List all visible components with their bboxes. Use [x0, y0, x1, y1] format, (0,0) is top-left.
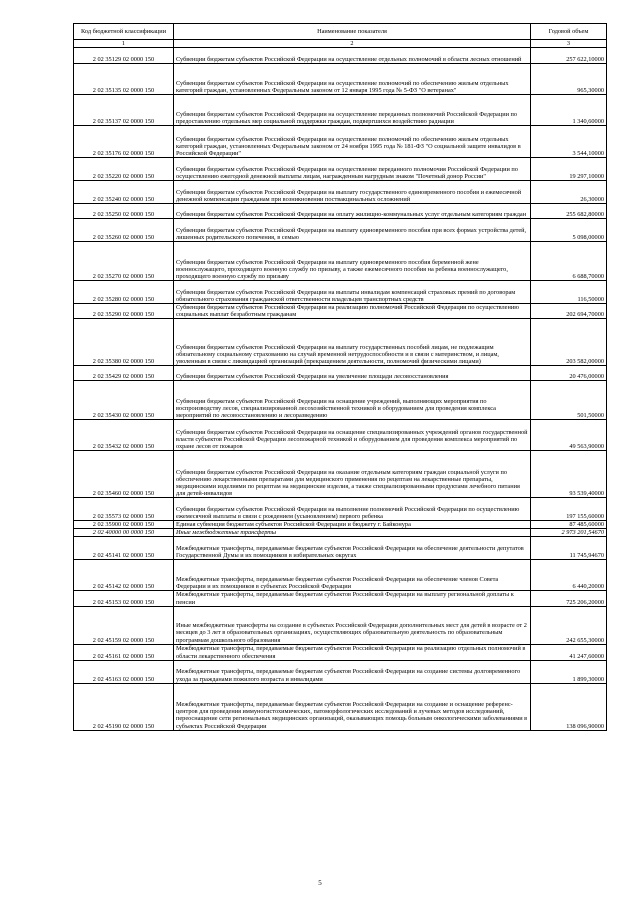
- row-value: 87 485,60000: [531, 521, 607, 529]
- header-value: Годовой объем: [531, 24, 607, 40]
- page-number: 5: [318, 879, 322, 887]
- row-value: 725 206,20000: [531, 591, 607, 606]
- table-row: [74, 181, 607, 204]
- row-code: 2 02 35280 02 0000 150: [74, 281, 174, 304]
- row-code: 2 02 35176 02 0000 150: [74, 126, 174, 158]
- row-name: Межбюджетные трансферты, передаваемые бюджетам субъектов Российской Федерации на создание системы долговременного ухода за гражданами пожилого возраста и инвалидами: [174, 660, 531, 683]
- row-value: 138 096,90000: [531, 683, 607, 730]
- row-code: 2 02 35460 02 0000 150: [74, 451, 174, 498]
- table-row: [74, 451, 607, 498]
- row-name: Единая субвенция бюджетам субъектов Российской Федерации и бюджету г. Байконура: [174, 521, 531, 529]
- row-code: 2 02 45163 02 0000 150: [74, 660, 174, 683]
- row-value: 202 694,70000: [531, 304, 607, 319]
- row-code: 2 02 35270 02 0000 150: [74, 242, 174, 281]
- row-value: 197 155,60000: [531, 498, 607, 521]
- row-value: 203 582,00000: [531, 319, 607, 366]
- row-value: 93 539,40000: [531, 451, 607, 498]
- row-value: 6 440,20000: [531, 560, 607, 591]
- table-row: [74, 281, 607, 304]
- row-value: 19 297,10000: [531, 158, 607, 181]
- row-value: 5 098,00000: [531, 219, 607, 242]
- row-name: Субвенции бюджетам субъектов Российской Федерации на увеличение площади лесовосстановления: [174, 366, 531, 381]
- table-row: [74, 158, 607, 181]
- column-number-1: 1: [74, 40, 174, 48]
- row-value: 2 973 201,54670: [531, 529, 607, 537]
- row-name: Субвенции бюджетам субъектов Российской Федерации на осуществление переданного полномочия Российской Федерации по осуществлению ежегодной денежной выплаты лицам, награжденным нагрудным знаком "Почетный донор России": [174, 158, 531, 181]
- table-row: [74, 683, 607, 730]
- table-row: [74, 219, 607, 242]
- row-value: 41 247,60000: [531, 644, 607, 660]
- row-code: 2 02 35429 02 0000 150: [74, 366, 174, 381]
- table-row: [74, 95, 607, 126]
- header-code: Код бюджетной классификации: [74, 24, 174, 40]
- row-name: Субвенции бюджетам субъектов Российской Федерации на оплату жилищно-коммунальных услуг отдельным категориям граждан: [174, 204, 531, 219]
- row-code: 2 02 45153 02 0000 150: [74, 591, 174, 606]
- row-name: Субвенции бюджетам субъектов Российской Федерации на осуществление полномочий по обеспечению жильем отдельных категорий граждан, установленных Федеральным законом от 24 ноября 1995 года № 181-ФЗ "О социальной защите инвалидов в Российской Федерации": [174, 126, 531, 158]
- row-value: 20 476,00000: [531, 366, 607, 381]
- table-row: [74, 498, 607, 521]
- row-name: Субвенции бюджетам субъектов Российской Федерации на осуществление полномочий по обеспечению жильем отдельных категорий граждан, установленных Федеральным законом от 12 января 1995 года № 5-ФЗ "О ветеранах": [174, 64, 531, 95]
- table-row: [74, 381, 607, 420]
- table-row: [74, 204, 607, 219]
- table-row: [74, 48, 607, 64]
- row-code: 2 02 35900 02 0000 150: [74, 521, 174, 529]
- table-row: [74, 606, 607, 644]
- row-code: 2 02 35220 02 0000 150: [74, 158, 174, 181]
- row-code: 2 02 35135 02 0000 150: [74, 64, 174, 95]
- row-value: 1 899,30000: [531, 660, 607, 683]
- row-value: 26,30000: [531, 181, 607, 204]
- row-value: 501,50000: [531, 381, 607, 420]
- row-code: 2 02 45141 02 0000 150: [74, 537, 174, 560]
- row-code: 2 02 45190 02 0000 150: [74, 683, 174, 730]
- row-name: Межбюджетные трансферты, передаваемые бюджетам субъектов Российской Федерации на создание и оснащение референс-центров для проведения иммуногистохимических, патоморфологических исследований и лучевых методов исследований, переоснащение сети региональных медицинских организаций, оказывающих помощь больным онкологическими заболеваниями в субъектах Российской Федерации: [174, 683, 531, 730]
- row-name: Межбюджетные трансферты, передаваемые бюджетам субъектов Российской Федерации на обеспечение членов Совета Федерации и их помощников в субъектах Российской Федерации: [174, 560, 531, 591]
- row-value: 255 682,80000: [531, 204, 607, 219]
- table-row: [74, 644, 607, 660]
- row-name: Субвенции бюджетам субъектов Российской Федерации на оснащение специализированных учреждений органов государственной власти субъектов Российской Федерации лесопожарной техникой и оборудованием для проведения комплекса мероприятий по охране лесов от пожаров: [174, 420, 531, 451]
- row-name: Субвенции бюджетам субъектов Российской Федерации на выплату единовременного пособия беременной жене военнослужащего, проходящего военную службу по призыву, а также ежемесячного пособия на ребенка военнослужащего, проходящего военную службу по призыву: [174, 242, 531, 281]
- row-value: 1 340,60000: [531, 95, 607, 126]
- column-number-row: [74, 40, 607, 48]
- header-name: Наименование показателя: [174, 24, 531, 40]
- row-code: 2 02 35240 02 0000 150: [74, 181, 174, 204]
- row-code: 2 02 35260 02 0000 150: [74, 219, 174, 242]
- table-row: [74, 420, 607, 451]
- row-code: 2 02 35250 02 0000 150: [74, 204, 174, 219]
- row-name: Субвенции бюджетам субъектов Российской Федерации на оказание отдельным категориям граждан социальной услуги по обеспечению лекарственными препаратами для медицинского применения по рецептам на лекарственные препараты, медицинскими изделиями по рецептам на медицинские изделия, а также специализированными продуктами лечебного питания для детей-инвалидов: [174, 451, 531, 498]
- table-body: [74, 48, 607, 731]
- row-value: 116,50000: [531, 281, 607, 304]
- row-code: 2 02 45161 02 0000 150: [74, 644, 174, 660]
- row-code: 2 02 35137 02 0000 150: [74, 95, 174, 126]
- row-name: Субвенции бюджетам субъектов Российской Федерации на оснащение учреждений, выполняющих мероприятия по воспроизводству лесов, специализированной лесохозяйственной техникой и оборудованием для проведения комплекса мероприятий по лесовосстановлению и лесоразведению: [174, 381, 531, 420]
- table-row: [74, 591, 607, 606]
- row-code: 2 02 40000 00 0000 150: [74, 529, 174, 537]
- row-code: 2 02 35430 02 0000 150: [74, 381, 174, 420]
- table-header-row: [74, 24, 607, 40]
- row-name: Субвенции бюджетам субъектов Российской Федерации на осуществление переданных полномочий Российской Федерации по предоставлению отдельных мер социальной поддержки граждан, подвергшихся воздействию радиации: [174, 95, 531, 126]
- table-row: [74, 366, 607, 381]
- row-code: 2 02 35380 02 0000 150: [74, 319, 174, 366]
- table-row: [74, 560, 607, 591]
- row-name: Иные межбюджетные трансферты: [174, 529, 531, 537]
- row-name: Иные межбюджетные трансферты на создание в субъектах Российской Федерации дополнительных мест для детей в возрасте от 2 месяцев до 3 лет в образовательных организациях, осуществляющих образовательную деятельность по образовательным программам дошкольного образования: [174, 606, 531, 644]
- table-row: [74, 537, 607, 560]
- row-value: 242 655,30000: [531, 606, 607, 644]
- row-name: Субвенции бюджетам субъектов Российской Федерации на осуществление отдельных полномочий в области лесных отношений: [174, 48, 531, 64]
- table-row: [74, 521, 607, 529]
- row-value: 257 622,10000: [531, 48, 607, 64]
- row-name: Субвенции бюджетам субъектов Российской Федерации на выполнение полномочий Российской Федерации по осуществлению ежемесячной выплаты в связи с рождением (усыновлением) первого ребенка: [174, 498, 531, 521]
- row-value: 965,30000: [531, 64, 607, 95]
- table-row: [74, 529, 607, 537]
- row-value: 49 563,90000: [531, 420, 607, 451]
- row-value: 11 745,94670: [531, 537, 607, 560]
- row-code: 2 02 35290 02 0000 150: [74, 304, 174, 319]
- row-code: 2 02 35573 02 0000 150: [74, 498, 174, 521]
- row-name: Межбюджетные трансферты, передаваемые бюджетам субъектов Российской Федерации на обеспечение деятельности депутатов Государственной Думы и их помощников в избирательных округах: [174, 537, 531, 560]
- column-number-3: 3: [531, 40, 607, 48]
- row-name: Субвенции бюджетам субъектов Российской Федерации на реализацию полномочий Российской Федерации по осуществлению социальных выплат безработным гражданам: [174, 304, 531, 319]
- row-code: 2 02 45159 02 0000 150: [74, 606, 174, 644]
- row-name: Межбюджетные трансферты, передаваемые бюджетам субъектов Российской Федерации на выплату региональной доплаты к пенсии: [174, 591, 531, 606]
- column-number-2: 2: [174, 40, 531, 48]
- row-value: 6 688,70000: [531, 242, 607, 281]
- row-code: 2 02 35129 02 0000 150: [74, 48, 174, 64]
- row-value: 3 544,10000: [531, 126, 607, 158]
- row-name: Субвенции бюджетам субъектов Российской Федерации на выплату единовременного пособия при всех формах устройства детей, лишенных родительского попечения, в семью: [174, 219, 531, 242]
- row-code: 2 02 35432 02 0000 150: [74, 420, 174, 451]
- table-row: [74, 319, 607, 366]
- row-name: Субвенции бюджетам субъектов Российской Федерации на выплаты инвалидам компенсаций страховых премий по договорам обязательного страхования гражданской ответственности владельцев транспортных средств: [174, 281, 531, 304]
- row-name: Межбюджетные трансферты, передаваемые бюджетам субъектов Российской Федерации на реализацию отдельных полномочий в области лекарственного обеспечения: [174, 644, 531, 660]
- row-code: 2 02 45142 02 0000 150: [74, 560, 174, 591]
- table-row: [74, 242, 607, 281]
- row-name: Субвенции бюджетам субъектов Российской Федерации на выплату государственного единовременного пособия и ежемесячной денежной компенсации гражданам при возникновении поствакцинальных осложнений: [174, 181, 531, 204]
- row-name: Субвенции бюджетам субъектов Российской Федерации на выплату государственных пособий лицам, не подлежащим обязательному социальному страхованию на случай временной нетрудоспособности и в связи с материнством, и лицам, уволенным в связи с ликвидацией организаций (прекращением деятельности, полномочий физическими лицами): [174, 319, 531, 366]
- table-row: [74, 660, 607, 683]
- table-row: [74, 304, 607, 319]
- table-row: [74, 126, 607, 158]
- table-row: [74, 64, 607, 95]
- budget-table: [73, 23, 607, 731]
